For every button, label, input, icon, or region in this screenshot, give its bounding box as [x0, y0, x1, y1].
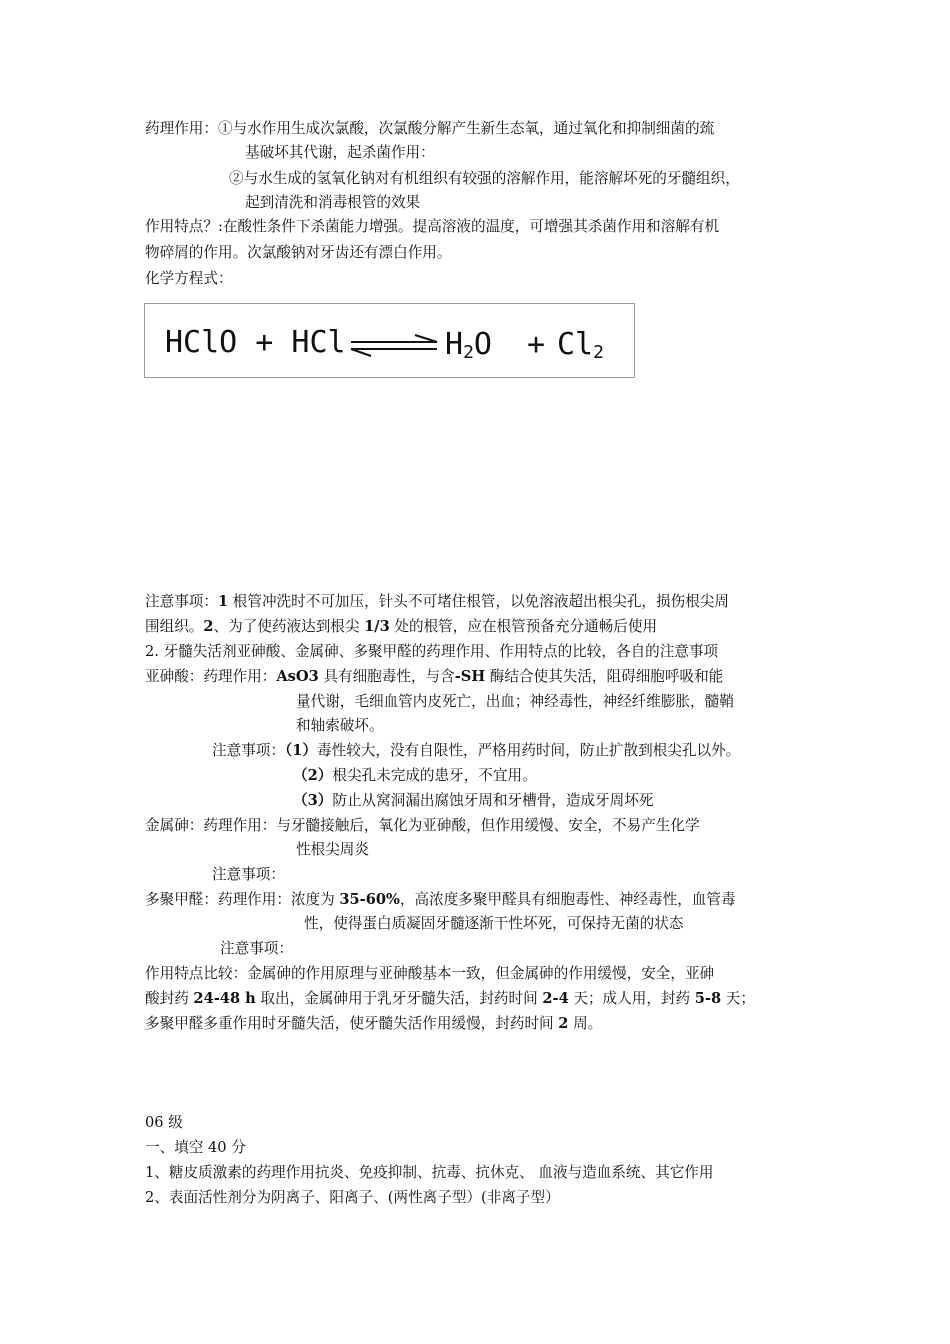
- equation-lhs: HClO + HCl: [165, 325, 346, 360]
- svg-text:H2O: [445, 327, 492, 363]
- equilibrium-arrow: [351, 335, 437, 356]
- exam-question-2: 2、表面活性剂分为阴离子、阳离子、(两性离子型）(非离子型）: [145, 1189, 560, 1206]
- metal-arsenic-line-1: 金属砷：药理作用：与牙髓接触后，氧化为亚砷酸，但作用缓慢、安全，不易产生化学: [145, 817, 700, 834]
- paraformaldehyde-line-2: 性，使得蛋白质凝固牙髓逐渐干性坏死，可保持无菌的状态: [304, 915, 684, 932]
- comparison-line-2: 酸封药 24-48 h 取出，金属砷用于乳牙牙髓失活，封药时间 2-4 天；成人用，封药 5-8 天；: [145, 990, 755, 1007]
- exam-year: 06 级: [145, 1114, 183, 1131]
- equation-cl: Cl: [557, 327, 594, 362]
- metal-arsenic-note: 注意事项：: [212, 866, 285, 883]
- equation-label: 化学方程式：: [145, 270, 233, 287]
- exam-section: 一、填空 40 分: [145, 1139, 246, 1156]
- equation-h2o-sub: 2: [463, 342, 474, 363]
- pharm-line-4: 起到清洗和消毒根管的效果: [245, 194, 421, 211]
- svg-text:Cl2: [557, 327, 604, 363]
- pharm-line-3: ②与水生成的氢氧化钠对有机组织有较强的溶解作用，能溶解坏死的牙髓组织，: [229, 170, 740, 187]
- arsenious-line-2: 量代谢，毛细血管内皮死亡，出血；神经毒性，神经纤维膨胀，髓鞘: [296, 693, 734, 710]
- arsenious-note-line-3: （3）防止从窝洞漏出腐蚀牙周和牙槽骨，造成牙周坏死: [293, 792, 654, 809]
- feature-line-2: 物碎屑的作用。次氯酸钠对牙齿还有漂白作用。: [145, 244, 452, 261]
- arsenious-line-3: 和轴索破坏。: [296, 717, 384, 734]
- arsenious-note-line-2: （2）根尖孔未完成的患牙，不宜用。: [293, 767, 537, 784]
- comparison-line-1: 作用特点比较：金属砷的作用原理与亚砷酸基本一致，但金属砷的作用缓慢，安全，亚砷: [145, 965, 715, 982]
- chemical-equation-image: [144, 303, 635, 378]
- pharm-line-1: 药理作用：①与水作用生成次氯酸，次氯酸分解产生新生态氧，通过氧化和抑制细菌的巯: [145, 120, 715, 137]
- arsenious-note-line-1: 注意事项：（1）毒性较大，没有自限性，严格用药时间，防止扩散到根尖孔以外。: [212, 742, 741, 759]
- equation-h2o-o: O: [473, 327, 492, 362]
- equation-svg: [145, 304, 634, 377]
- pharm-line-2: 基破坏其代谢，起杀菌作用：: [245, 144, 435, 161]
- paraformaldehyde-line-1: 多聚甲醛：药理作用：浓度为 35-60%，高浓度多聚甲醛具有细胞毒性、神经毒性，血管毒: [145, 891, 736, 908]
- notes-line-1: 注意事项：1 根管冲洗时不可加压，针头不可堵住根管，以免溶液超出根尖孔，损伤根尖周: [145, 593, 729, 610]
- equation-cl-sub: 2: [593, 342, 604, 363]
- equation-plus: +: [527, 327, 546, 362]
- feature-line-1: 作用特点？:在酸性条件下杀菌能力增强。提高溶液的温度，可增强其杀菌作用和溶解有机: [145, 218, 720, 235]
- q2-title: 2. 牙髓失活剂亚砷酸、金属砷、多聚甲醛的药理作用、作用特点的比较，各自的注意事项: [145, 643, 719, 660]
- paraformaldehyde-note: 注意事项：: [220, 940, 293, 957]
- metal-arsenic-line-2: 性根尖周炎: [296, 841, 369, 858]
- exam-question-1: 1、糖皮质激素的药理作用抗炎、免疫抑制、抗毒、抗休克、 血液与造血系统、其它作用: [145, 1164, 714, 1181]
- equation-h2o-h: H: [445, 327, 464, 362]
- notes-line-2: 围组织。2、为了使药液达到根尖 1/3 处的根管，应在根管预备充分通畅后使用: [145, 618, 658, 635]
- arsenious-line-1: 亚砷酸：药理作用：AsO3 具有细胞毒性，与含-SH 酶结合使其失活，阻碍细胞呼吸和能: [145, 668, 724, 685]
- comparison-line-3: 多聚甲醛多重作用时牙髓失活，使牙髓失活作用缓慢，封药时间 2 周。: [145, 1015, 603, 1032]
